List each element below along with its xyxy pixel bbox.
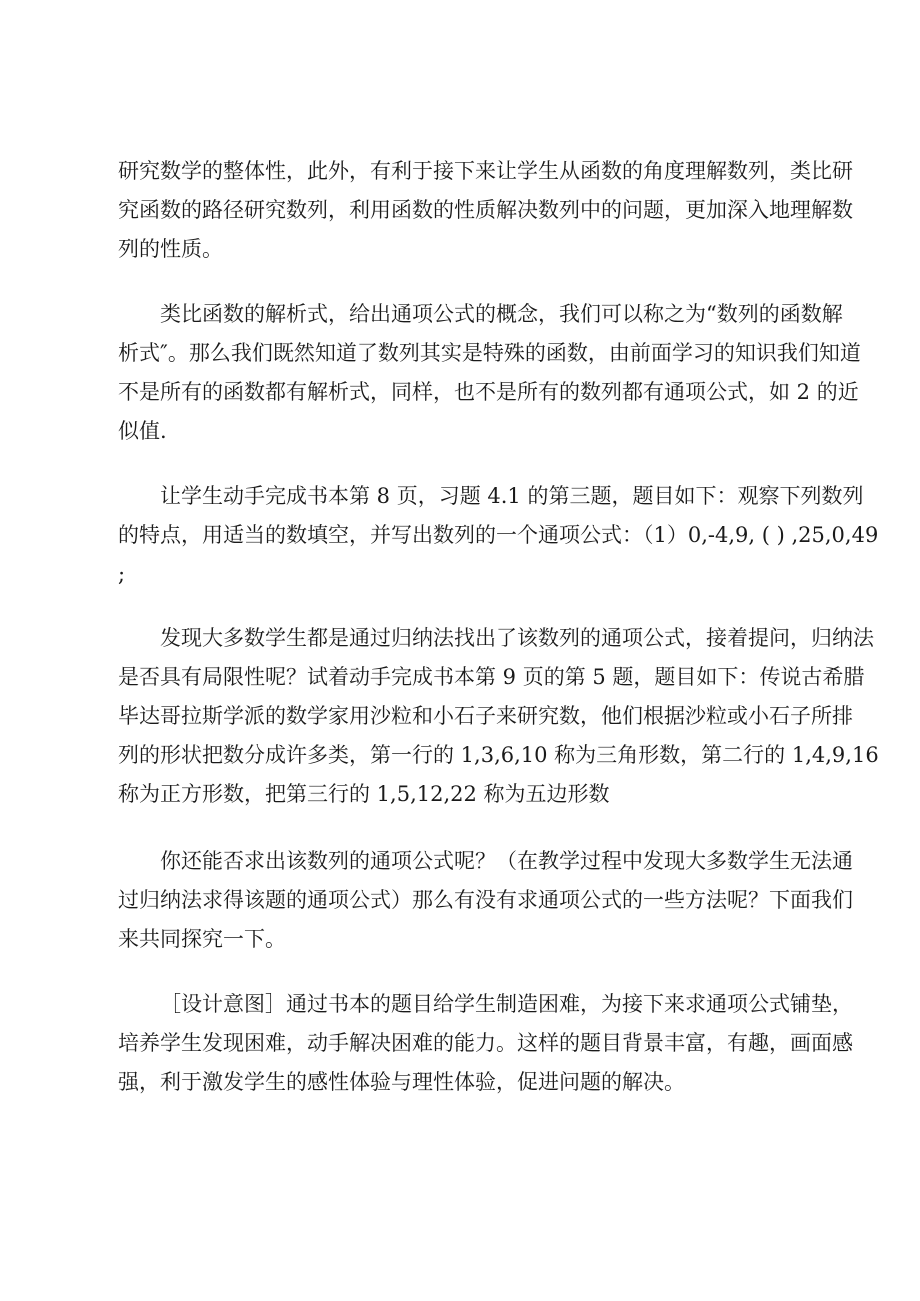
paragraph-line: 称为正方形数，把第三行的 1,5,12,22 称为五边形数 <box>118 782 610 806</box>
paragraph-line: 发现大多数学生都是通过归纳法找出了该数列的通项公式，接着提问，归纳法 <box>160 626 874 650</box>
paragraph-line: 究函数的路径研究数列，利用函数的性质解决数列中的问题，更加深入地理解数 <box>118 198 853 222</box>
paragraph-line: 过归纳法求得该题的通项公式）那么有没有求通项公式的一些方法呢？下面我们 <box>118 888 853 912</box>
paragraph-line: 析式″。那么我们既然知道了数列其实是特殊的函数，由前面学习的知识我们知道 <box>118 341 861 365</box>
paragraph-line: 研究数学的整体性，此外，有利于接下来让学生从函数的角度理解数列，类比研 <box>118 159 853 183</box>
paragraph-line: 列的性质。 <box>118 237 223 261</box>
paragraph-4 <box>118 619 879 814</box>
paragraph-line: 让学生动手完成书本第 8 页，习题 4.1 的第三题，题目如下：观察下列数列 <box>160 484 864 508</box>
paragraph-line: ; <box>118 562 126 586</box>
paragraph-line: 毕达哥拉斯学派的数学家用沙粒和小石子来研究数，他们根据沙粒或小石子所排 <box>118 704 853 728</box>
paragraph-line: 的特点，用适当的数填空，并写出数列的一个通项公式：（1）0,-4,9, ( ) ,25,0,49 <box>118 523 879 547</box>
paragraph-line: 不是所有的函数都有解析式，同样，也不是所有的数列都有通项公式，如 2 的近 <box>118 380 859 404</box>
paragraph-line: 培养学生发现困难，动手解决困难的能力。这样的题目背景丰富，有趣，画面感 <box>118 1031 853 1055</box>
paragraph-line: 似值. <box>118 419 167 443</box>
paragraph-line: 是否具有局限性呢？试着动手完成书本第 9 页的第 5 题，题目如下：传说古希腊 <box>118 665 865 689</box>
paragraph-6 <box>118 985 853 1102</box>
paragraph-line: 类比函数的解析式，给出通项公式的概念，我们可以称之为“数列的函数解 <box>160 302 843 326</box>
paragraph-line: 你还能否求出该数列的通项公式呢？（在教学过程中发现大多数学生无法通 <box>160 849 853 873</box>
paragraph-line: 列的形状把数分成许多类，第一行的 1,3,6,10 称为三角形数，第二行的 1,4,9,16 <box>118 743 879 767</box>
paragraph-5 <box>118 842 853 959</box>
paragraph-line: 强，利于激发学生的感性体验与理性体验，促进问题的解决。 <box>118 1070 685 1094</box>
paragraph-line: ［设计意图］通过书本的题目给学生制造困难，为接下来求通项公式铺垫， <box>160 992 853 1016</box>
paragraph-2 <box>118 295 861 451</box>
paragraph-line: 来共同探究一下。 <box>118 927 286 951</box>
paragraph-1 <box>118 152 853 269</box>
paragraph-3 <box>118 477 879 594</box>
